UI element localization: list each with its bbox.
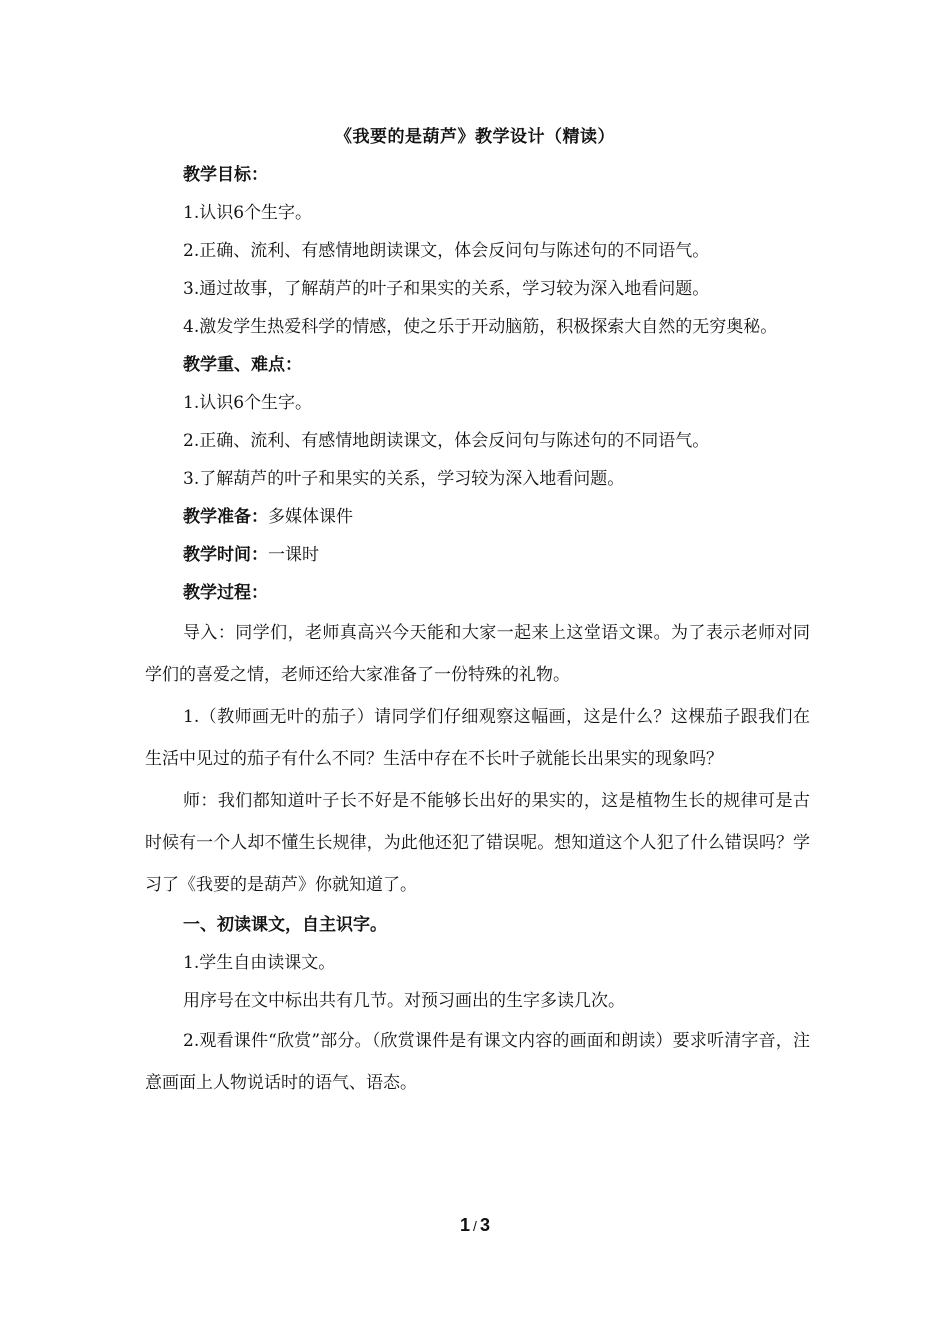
time-line (145, 536, 810, 574)
document-title: 《我要的是葫芦》教学设计（精读） (335, 127, 615, 147)
teacher-remark: 师：我们都知道叶子长不好是不能够长出好的果实的，这是植物生长的规律可是古时候有一个人却不懂生长规律，为此他还犯了错误呢。想知道这个人犯了什么错误吗？学习了《我要的是葫芦》你就知道了。 (145, 791, 810, 895)
key-points-heading: 教学重、难点： (183, 355, 302, 375)
time-label: 教学时间： (183, 545, 268, 565)
time-value: 一课时 (268, 545, 319, 565)
goal-item: 1.认识6个生字。 (183, 203, 313, 223)
section-item: 1.学生自由读课文。 (183, 953, 336, 973)
goals-heading: 教学目标： (183, 165, 268, 185)
page-current: 1 (460, 1215, 471, 1235)
goal-item: 3.通过故事，了解葫芦的叶子和果实的关系，学习较为深入地看问题。 (183, 279, 710, 299)
process-intro: 导入：同学们，老师真高兴今天能和大家一起来上这堂语文课。为了表示老师对同学们的喜爱之情，老师还给大家准备了一份特殊的礼物。 (145, 623, 810, 685)
goal-item: 2.正确、流利、有感情地朗读课文，体会反问句与陈述句的不同语气。 (183, 241, 710, 261)
goal-item: 4.激发学生热爱科学的情感，使之乐于开动脑筋，积极探索大自然的无穷奥秘。 (183, 317, 778, 337)
process-step: 1.（教师画无叶的茄子）请同学们仔细观察这幅画，这是什么？这棵茄子跟我们在生活中见过的茄子有什么不同？生活中存在不长叶子就能长出果实的现象吗？ (145, 707, 810, 769)
document-body (145, 156, 810, 1104)
prep-line (145, 498, 810, 536)
key-point-item: 3.了解葫芦的叶子和果实的关系，学习较为深入地看问题。 (183, 469, 625, 489)
key-point-item: 1.认识6个生字。 (183, 393, 313, 413)
prep-label: 教学准备： (183, 507, 268, 527)
page-total: 3 (479, 1215, 490, 1235)
section-heading: 一、初读课文，自主识字。 (183, 915, 387, 935)
process-heading: 教学过程： (183, 583, 268, 603)
page-number (0, 1215, 950, 1236)
key-point-item: 2.正确、流利、有感情地朗读课文，体会反问句与陈述句的不同语气。 (183, 431, 710, 451)
section-item: 2.观看课件“欣赏”部分。（欣赏课件是有课文内容的画面和朗读）要求听清字音，注意画面上人物说话时的语气、语态。 (145, 1031, 810, 1093)
section-item: 用序号在文中标出共有几节。对预习画出的生字多读几次。 (183, 991, 625, 1011)
prep-value: 多媒体课件 (268, 507, 353, 527)
page-separator: / (473, 1218, 477, 1234)
